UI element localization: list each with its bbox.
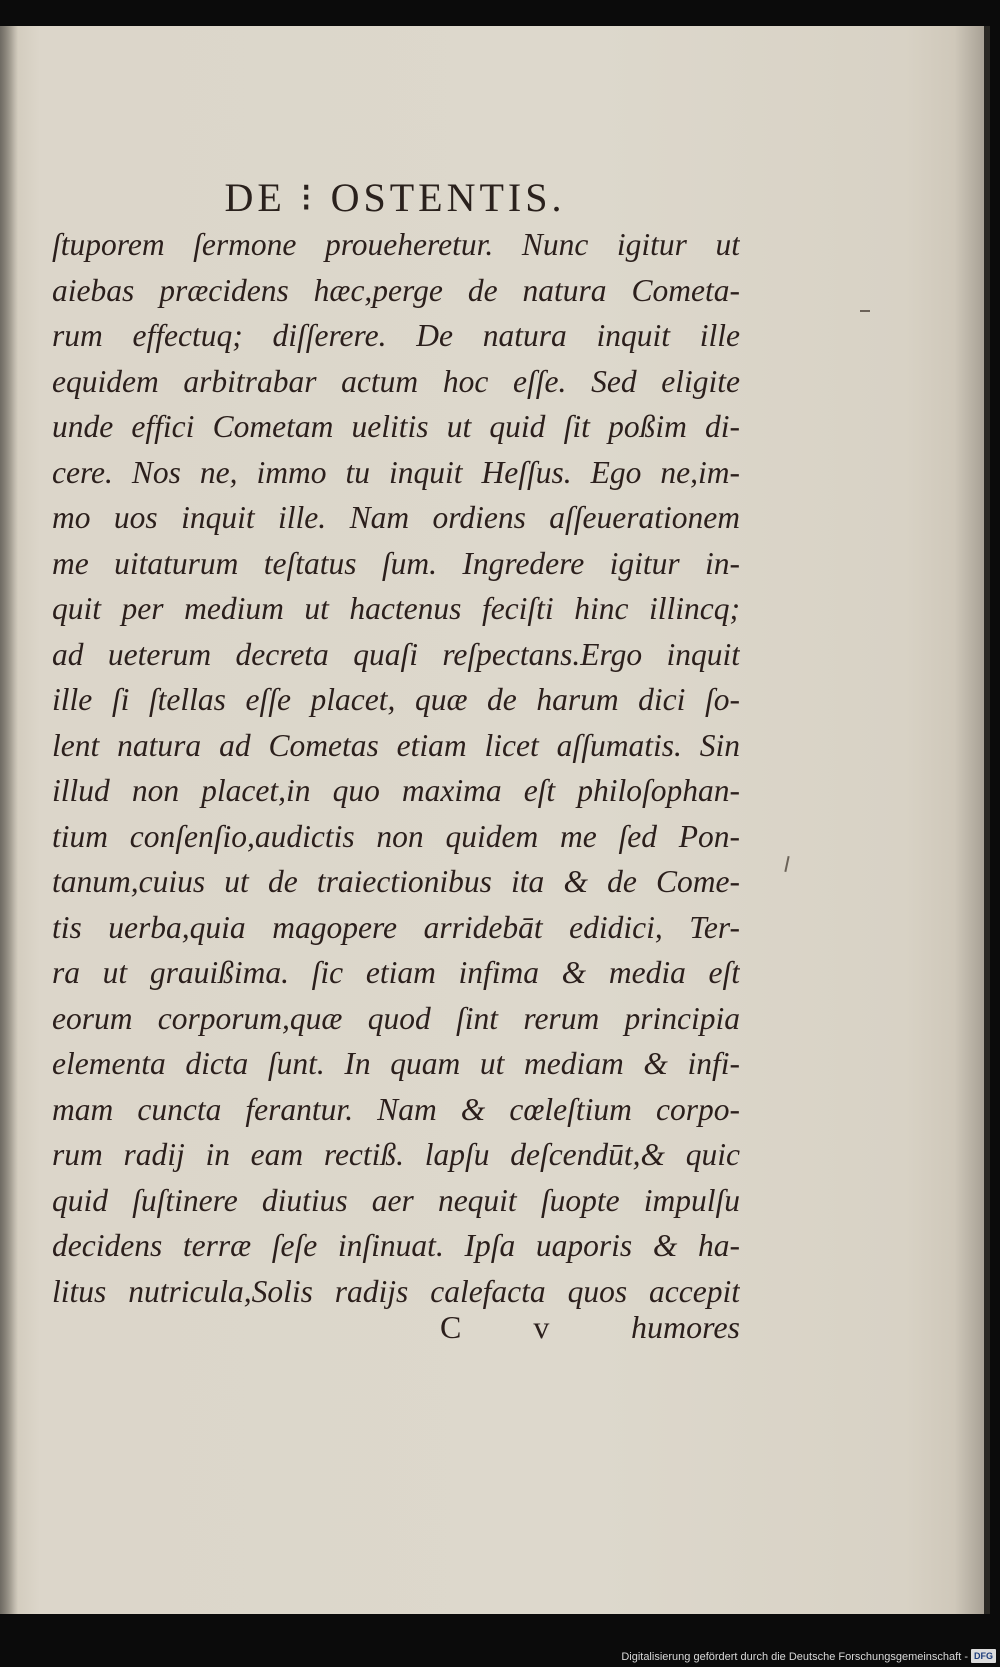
page-footer (52, 1309, 740, 1355)
text-line: me uitaturum teſtatus ſum. Ingredere igitur in- (52, 545, 740, 581)
margin-mark (784, 856, 789, 872)
text-line: litus nutricula,Solis radijs calefacta quos accepit (52, 1273, 740, 1309)
credit-text: Digitalisierung gefördert durch die Deutsche Forschungsgemeinschaft - (621, 1651, 968, 1663)
text-line: ad ueterum decreta quaſi reſpectans.Ergo inquit (52, 636, 740, 672)
text-line: rum effectuq; diſſerere. De natura inquit ille (52, 318, 740, 353)
text-line: ille ſi ſtellas eſſe placet, quæ de harum dici ſo- (52, 682, 740, 717)
catchword: humores (630, 1309, 740, 1345)
text-line: mo uos inquit ille. Nam ordiens aſſeuerationem (52, 500, 740, 535)
text-line: aiebas præcidens hæc,perge de natura Cometa- (52, 272, 740, 308)
text-line: cere. Nos ne, immo tu inquit Heſſus. Ego ne,im- (52, 454, 740, 490)
text-line: ra ut grauißima. ſic etiam infima & media eſt (52, 955, 740, 990)
text-line: lent natura ad Cometas etiam licet aſſumatis. Sin (52, 727, 740, 763)
text-line: eorum corporum,quæ quod ſint rerum principia (52, 1000, 740, 1036)
text-line: decidens terræ ſeſe inſinuat. Ipſa uaporis & ha- (52, 1228, 740, 1263)
signature-mark: C v (440, 1309, 582, 1345)
book-page (0, 26, 990, 1614)
text-line: tis uerba,quia magopere arridebāt edidici, Ter- (52, 909, 740, 945)
text-line: tium conſenſio,audictis non quidem me ſed Pon- (52, 818, 740, 854)
text-line: illud non placet,in quo maxima eſt philoſophan- (52, 773, 740, 808)
text-line: elementa dicta ſunt. In quam ut mediam & infi- (52, 1046, 740, 1081)
text-line: equidem arbitrabar actum hoc eſſe. Sed eligite (52, 363, 740, 399)
text-line: quit per medium ut hactenus feciſti hinc illincq; (52, 591, 740, 626)
text-block (52, 222, 740, 1314)
text-line: ſtuporem ſermone proueheretur. Nunc igitur ut (52, 227, 740, 262)
running-head: DE ⁝ OSTENTIS. (224, 175, 566, 220)
dfg-logo-icon: DFG (971, 1649, 996, 1663)
text-line: mam cuncta ferantur. Nam & cœleſtium corpo- (52, 1091, 740, 1127)
text-line: tanum,cuius ut de traiectionibus ita & de Come- (52, 864, 740, 899)
digitization-credit (0, 1647, 1000, 1667)
margin-mark (860, 310, 870, 312)
text-line: unde effici Cometam uelitis ut quid ſit poßim di- (52, 409, 740, 444)
text-line: rum radij in eam rectiß. lapſu deſcendūt,& quic (52, 1137, 740, 1172)
text-line: quid ſuſtinere diutius aer nequit ſuopte impulſu (52, 1182, 740, 1218)
